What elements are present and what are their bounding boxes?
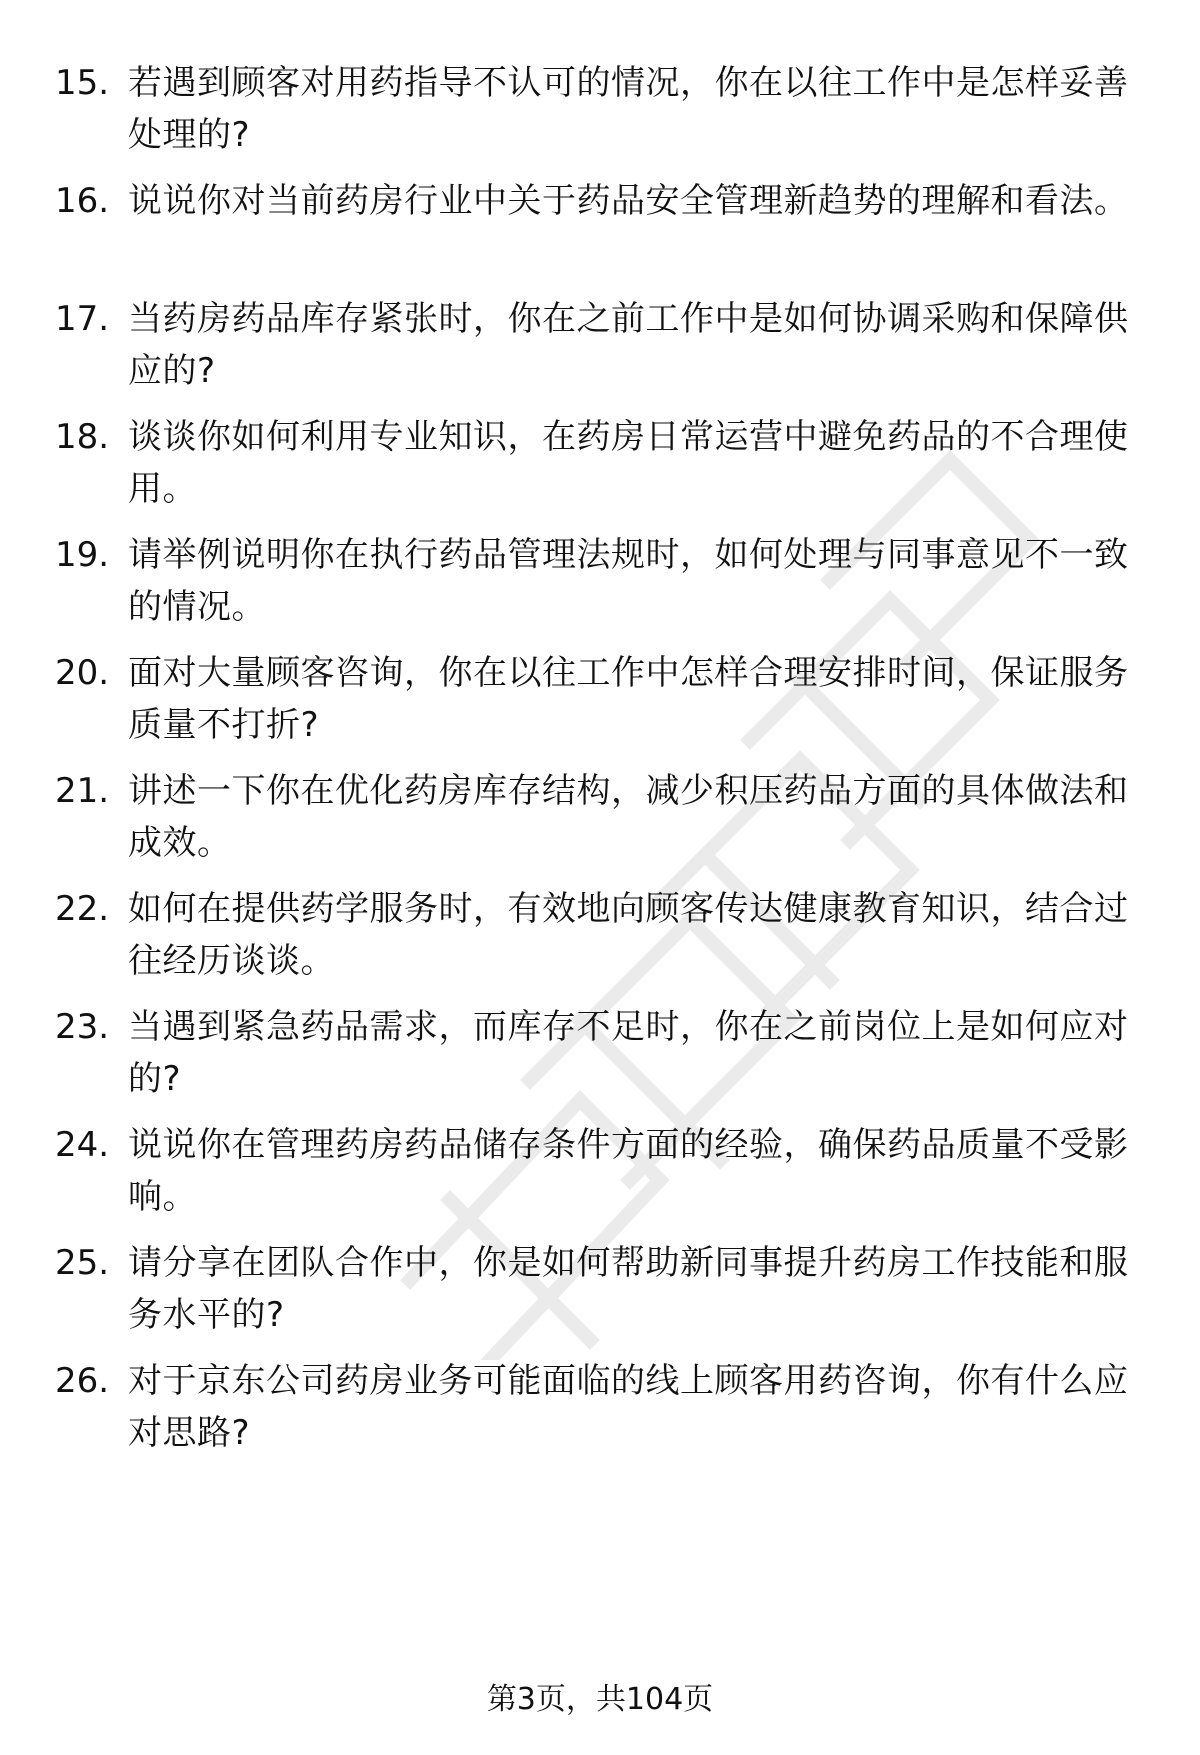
item-number: 26. <box>55 1361 110 1401</box>
item-text: 讲述一下你在优化药房库存结构，减少积压药品方面的具体做法和成效。 <box>128 771 1129 863</box>
list-item <box>0 411 1200 521</box>
list-item <box>0 765 1200 875</box>
item-number: 18. <box>55 417 110 457</box>
list-item <box>0 57 1200 167</box>
item-text: 谈谈你如何利用专业知识，在药房日常运营中避免药品的不合理使用。 <box>128 417 1129 509</box>
item-text: 请分享在团队合作中，你是如何帮助新同事提升药房工作技能和服务水平的? <box>128 1243 1129 1335</box>
list-item <box>0 1001 1200 1111</box>
item-text: 若遇到顾客对用药指导不认可的情况，你在以往工作中是怎样妥善处理的? <box>128 63 1129 155</box>
item-number: 17. <box>55 299 110 339</box>
item-text: 请举例说明你在执行药品管理法规时，如何处理与同事意见不一致的情况。 <box>128 535 1129 627</box>
list-item <box>0 293 1200 403</box>
item-number: 25. <box>55 1243 110 1283</box>
list-item <box>0 1355 1200 1465</box>
item-number: 15. <box>55 63 110 103</box>
list-item <box>0 529 1200 639</box>
item-number: 21. <box>55 771 110 811</box>
item-number: 23. <box>55 1007 110 1047</box>
item-text: 说说你在管理药房药品储存条件方面的经验，确保药品质量不受影响。 <box>128 1125 1129 1217</box>
list-item <box>0 1119 1200 1229</box>
item-text: 当药房药品库存紧张时，你在之前工作中是如何协调采购和保障供应的? <box>128 299 1129 391</box>
item-number: 20. <box>55 653 110 693</box>
list-item <box>0 883 1200 993</box>
list-item <box>0 175 1200 285</box>
item-text: 说说你对当前药房行业中关于药品安全管理新趋势的理解和看法。 <box>128 181 1129 221</box>
item-number: 22. <box>55 889 110 929</box>
item-number: 24. <box>55 1125 110 1165</box>
item-text: 当遇到紧急药品需求，而库存不足时，你在之前岗位上是如何应对的? <box>128 1007 1129 1099</box>
page-footer: 第3页，共104页 <box>486 1682 714 1717</box>
item-text: 如何在提供药学服务时，有效地向顾客传达健康教育知识，结合过往经历谈谈。 <box>128 889 1129 981</box>
list-item <box>0 1237 1200 1347</box>
item-number: 16. <box>55 181 110 221</box>
item-number: 19. <box>55 535 110 575</box>
list-item <box>0 647 1200 757</box>
item-text: 面对大量顾客咨询，你在以往工作中怎样合理安排时间，保证服务质量不打折? <box>128 653 1129 745</box>
item-text: 对于京东公司药房业务可能面临的线上顾客用药咨询，你有什么应对思路? <box>128 1361 1129 1453</box>
